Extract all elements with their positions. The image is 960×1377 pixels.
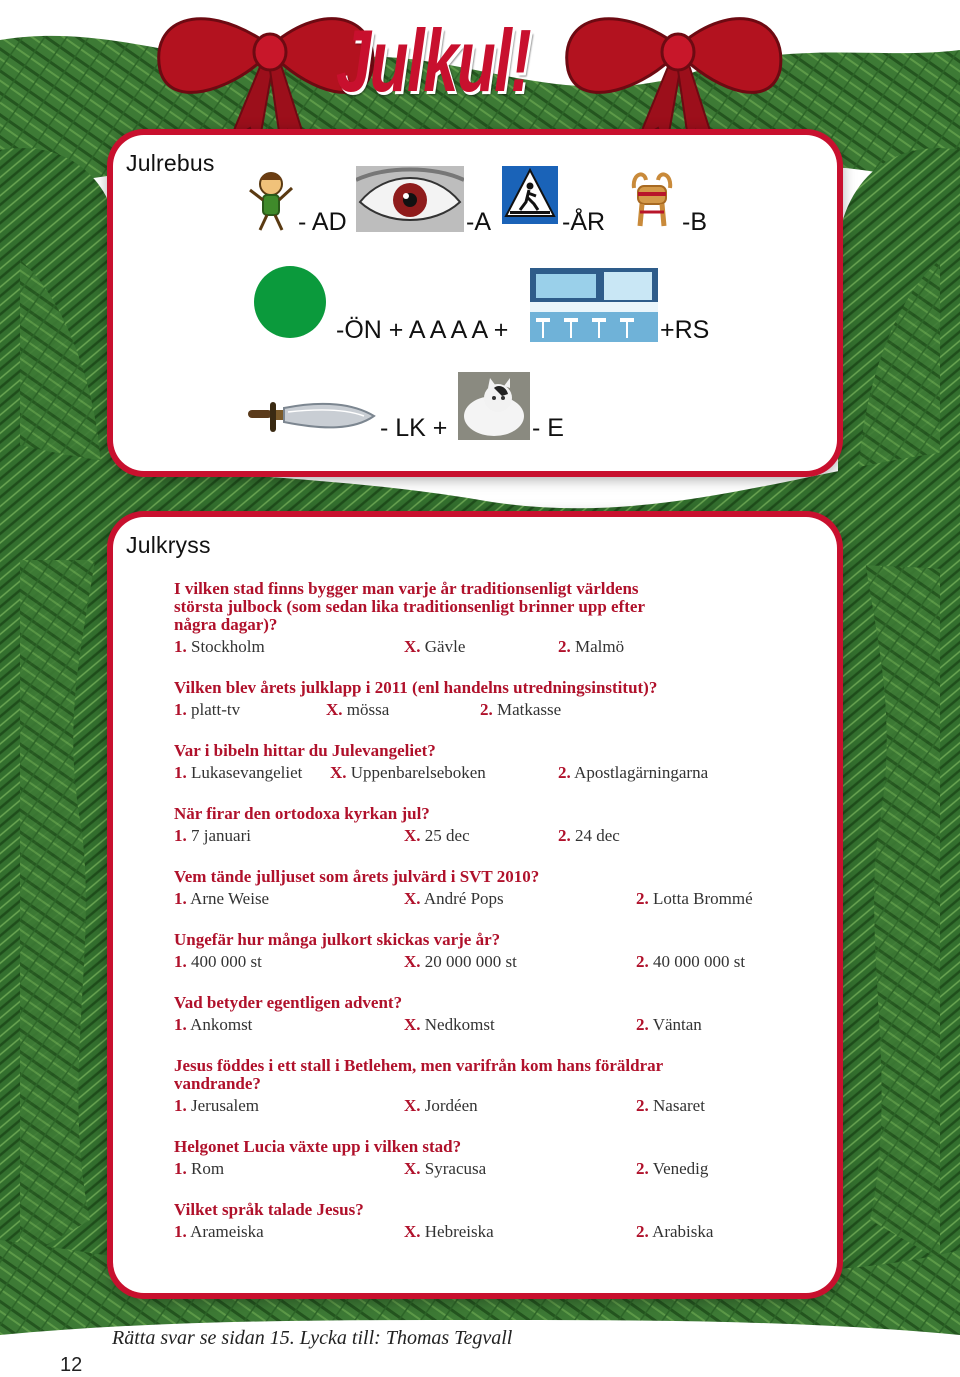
question-text: När firar den ortodoxa kyrkan jul? — [174, 804, 430, 823]
option-key: X. — [404, 889, 421, 908]
question-text: Var i bibeln hittar du Julevangeliet? — [174, 741, 436, 760]
answer-options — [174, 889, 814, 911]
option-key: X. — [404, 637, 421, 656]
page-title: Julkul! — [336, 11, 531, 110]
option-key: 1. — [174, 763, 187, 782]
question-text: I vilken stad finns bygger man varje år traditionsenligt världens — [174, 579, 639, 598]
option-text: 24 dec — [575, 826, 620, 845]
option-text: Jordéen — [424, 1096, 478, 1115]
green-circle-icon — [252, 264, 328, 340]
pedestrian-crossing-sign-icon — [500, 164, 560, 226]
option-text: Nedkomst — [424, 1015, 495, 1034]
quiz-question — [174, 742, 814, 785]
option-key: X. — [404, 1222, 421, 1241]
option-text: mössa — [346, 700, 390, 719]
option-text: 7 januari — [191, 826, 251, 845]
option-text: Väntan — [652, 1015, 702, 1034]
quiz-question — [174, 805, 814, 848]
option-text: Arabiska — [652, 1222, 714, 1241]
question-text: Vilken blev årets julklapp i 2011 (enl handelns utredningsinstitut)? — [174, 678, 658, 697]
eye-icon — [356, 166, 464, 232]
rebus-part: -ÖN + A A A A + — [336, 316, 509, 344]
option-text: Stockholm — [191, 637, 265, 656]
option-key: X. — [326, 700, 343, 719]
option-text: 400 000 st — [191, 952, 262, 971]
quiz-question — [174, 1057, 814, 1118]
rebus-part: - LK + — [380, 414, 448, 442]
option-key: 2. — [636, 889, 649, 908]
rebus-heading: Julrebus — [126, 150, 215, 176]
option-key: 2. — [480, 700, 493, 719]
answers-note: Rätta svar se sidan 15. Lycka till: Thomas Tegvall — [112, 1327, 513, 1349]
option-text: Matkasse — [497, 700, 562, 719]
straw-goat-icon — [624, 168, 680, 230]
answer-options — [174, 637, 814, 659]
quiz-question — [174, 679, 814, 722]
option-text: Nasaret — [653, 1096, 705, 1115]
option-text: 40 000 000 st — [653, 952, 746, 971]
option-text: Uppenbarelseboken — [350, 763, 486, 782]
option-key: X. — [330, 763, 347, 782]
option-key: 1. — [174, 637, 187, 656]
option-key: 2. — [558, 637, 571, 656]
answer-options — [174, 700, 814, 722]
option-text: 25 dec — [424, 826, 470, 845]
option-key: 2. — [558, 826, 571, 845]
quiz-question — [174, 580, 814, 659]
page-number: 12 — [60, 1354, 83, 1376]
option-key: 2. — [636, 1096, 649, 1115]
question-text: Vem tände julljuset som årets julvärd i SVT 2010? — [174, 867, 540, 886]
option-key: X. — [404, 826, 421, 845]
option-key: 1. — [174, 826, 187, 845]
option-key: 1. — [174, 700, 187, 719]
option-key: 1. — [174, 889, 187, 908]
option-text: Lukasevangeliet — [191, 763, 303, 782]
answer-options — [174, 1096, 814, 1118]
option-key: X. — [404, 1096, 421, 1115]
option-text: Arne Weise — [190, 889, 270, 908]
option-key: 2. — [636, 1015, 649, 1034]
option-text: André Pops — [423, 889, 504, 908]
quiz-heading: Julkryss — [126, 532, 211, 558]
option-text: Hebreiska — [424, 1222, 494, 1241]
option-text: Rom — [191, 1159, 225, 1178]
option-key: 2. — [636, 1222, 649, 1241]
option-key: 2. — [636, 1159, 649, 1178]
rebus-part: -A — [466, 208, 491, 236]
rebus-part: - E — [532, 414, 564, 442]
option-text: 20 000 000 st — [424, 952, 517, 971]
question-text: Vilket språk talade Jesus? — [174, 1200, 364, 1219]
option-text: Venedig — [652, 1159, 709, 1178]
answer-options — [174, 826, 814, 848]
rebus-part: -ÅR — [562, 208, 606, 236]
answer-options — [174, 1015, 814, 1037]
option-text: Syracusa — [424, 1159, 487, 1178]
dagger-icon — [244, 396, 376, 440]
quiz-list — [174, 580, 814, 1247]
option-text: Jerusalem — [191, 1096, 259, 1115]
option-text: platt-tv — [191, 700, 241, 719]
option-key: 2. — [636, 952, 649, 971]
question-text: vandrande? — [174, 1074, 261, 1093]
question-text: Vad betyder egentligen advent? — [174, 993, 403, 1012]
option-key: X. — [404, 1159, 421, 1178]
quiz-question — [174, 931, 814, 974]
option-key: 1. — [174, 1096, 187, 1115]
option-key: 1. — [174, 1015, 187, 1034]
option-text: Ankomst — [190, 1015, 253, 1034]
quiz-question — [174, 994, 814, 1037]
quiz-question — [174, 1201, 814, 1244]
option-text: Lotta Brommé — [653, 889, 753, 908]
answer-options — [174, 952, 814, 974]
question-text: Ungefär hur många julkort skickas varje år? — [174, 930, 501, 949]
option-text: Arameiska — [190, 1222, 264, 1241]
rebus-part: -B — [682, 208, 707, 236]
option-text: Gävle — [424, 637, 466, 656]
option-text: Malmö — [575, 637, 625, 656]
answer-options — [174, 763, 814, 785]
quiz-question — [174, 868, 814, 911]
option-key: 2. — [558, 763, 571, 782]
question-text: största julbock (som sedan lika traditionsenligt brinner upp efter — [174, 597, 645, 616]
answer-options — [174, 1222, 814, 1244]
answer-options — [174, 1159, 814, 1181]
question-text: några dagar)? — [174, 615, 278, 634]
cat-icon — [458, 372, 530, 440]
rebus-part: +RS — [660, 316, 710, 344]
option-key: 1. — [174, 1222, 187, 1241]
question-text: Helgonet Lucia växte upp i vilken stad? — [174, 1137, 462, 1156]
option-key: X. — [404, 952, 421, 971]
question-text: Jesus föddes i ett stall i Betlehem, men varifrån kom hans föräldrar — [174, 1056, 664, 1075]
rebus-part: - AD — [298, 208, 347, 236]
cartoon-figure-icon — [246, 170, 296, 232]
option-key: 1. — [174, 952, 187, 971]
quiz-question — [174, 1138, 814, 1181]
option-key: 1. — [174, 1159, 187, 1178]
option-text: Apostlagärningarna — [574, 763, 709, 782]
option-key: X. — [404, 1015, 421, 1034]
bar-interior-icon — [530, 268, 658, 342]
